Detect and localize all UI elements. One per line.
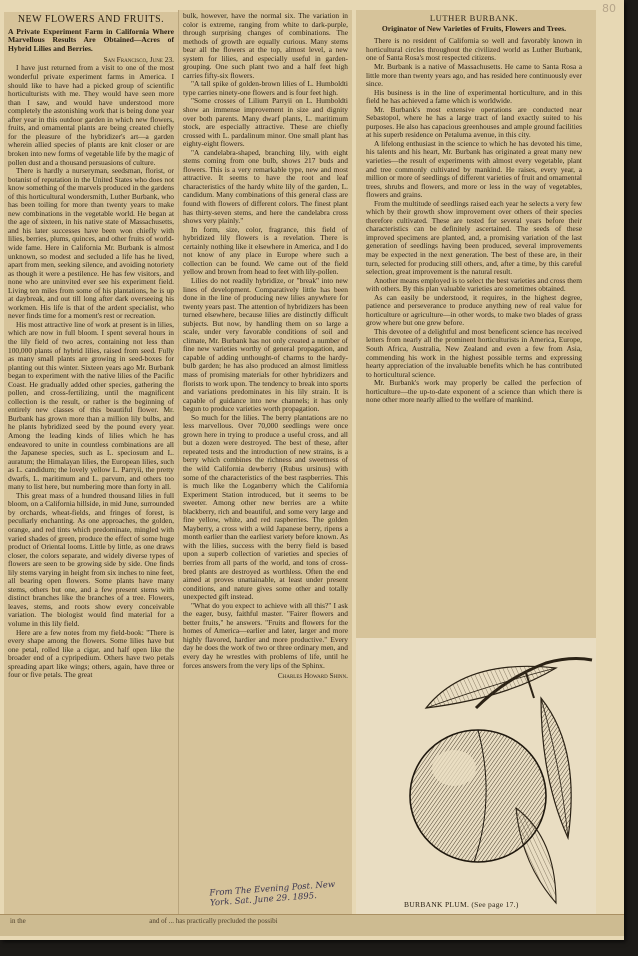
paragraph: There is no resident of California so well and favorably known in horticultural circles throughout the civilized world as Luther Burbank, one of Santa Rosa's most respected citizens. <box>366 36 582 63</box>
paragraph: This devotee of a delightful and most beneficent science has received letters from nearly all the prominent horticulturists in America, Europe, South Africa, Australia, New Zealand and even a few from Asia, commending his work in the highest possible terms and expressing hearty appreciation of the invaluable benefits which he has contributed to horticultural science. <box>366 326 582 379</box>
paragraph: As can easily be understood, it requires, in the highest degree, patience and perseverance to produce anything new of real value for horticulture or agriculture—in other words, to make two blades of grass grow where but one grew before. <box>366 292 582 328</box>
burbank-plum-illustration <box>356 638 596 916</box>
clipping-new-flowers-and-fruits <box>4 12 178 932</box>
strip-left-text: in the <box>10 917 26 925</box>
paragraph: "A candelabra-shaped, branching lily, with eight stems coming from one bulb, shows 217 buds and flowers. This is a very remarkable type, new and most attractive. It seems to have the root and leaf characteristics of the hardy white lily of the garden, L. candidum. Many combinations of this general class are found with flowers of different colors. The finest plant has thirty-seven stems, and here the candelabra cross shows very plainly." <box>183 147 348 226</box>
clipping-continuation <box>178 10 352 932</box>
paragraph: I have just returned from a visit to one of the most wonderful private experiment farms in America. I should like to have had a picked group of scientific horticulturists with me. They would have seen more than I saw, and would have understood more completely the astonishing work that is being done year after year in this outdoor garden in which new flowers, fruits, and ornamental plants are being created chiefly for the pleasure of the hybridizer's art—a garden wherein allied species of plants are knit closer or are broken into new forms of vegetable life by the magic of pollen dust and a thousand persuasions of culture. <box>8 63 174 167</box>
paragraph: Mr. Burbank's work may properly be called the perfection of horticulture—the up-to-date exponent of a science than which there is none other more nearly allied to the welfare of mankind. <box>366 378 582 405</box>
paragraph: This great mass of a hundred thousand lilies in full bloom, on a California hillside, in mid June, surrounded by orchards, wheat-fields, and fringes of forest, is peculiarly enchanting. As one approaches, the golden, orange, and red tints which predominate, mingled with varied shades of green, produce the effect of some huge product of Oriental looms. Little by little, as one draws closer, the colors separate, and widely diverse types of flowers are seen to be growing side by side. One finds lily stems varying in height from six inches to nine feet, all bearing open flowers. Some plants have many stems, others but one, and a few present stems with distinct branches like the branches of a tree. Flowers, leaves, stems, and roots show every conceivable variation. The biologist would find material for a volume in this lily field. <box>8 490 174 629</box>
paragraph: From the multitude of seedlings raised each year he selects a very few which by their growth show improvement over others of their species therefore cultivated. These are tested for several years before their characteristics can be definitely ascertained. The seeds of these improved specimens are planted, and, a promising variation of the last generation of seedlings having been produced, several improvements may be expected in the next generation. The best of these are, in their turn, selected for producing still others, and, after a time, by this careful selection, great improvement is the natural result. <box>366 198 582 277</box>
bottom-clipping-strip <box>0 914 624 936</box>
page-number: 80 <box>602 2 616 15</box>
article-deck: A Private Experiment Farm in California Where Marvellous Results Are Obtained—Acres of Hybrid Lilies and Berries. <box>8 26 174 54</box>
headline: NEW FLOWERS AND FRUITS. <box>17 14 165 25</box>
paragraph: "Some crosses of Lilium Parryii on L. Humboldti show an immense improvement in size and dignity over both parents. Many dwarf plants, L. maritimum stock, are especially attractive. These are chiefly crossed with L. pardalinum minor. One small plant has eighty-eight flowers. <box>183 96 348 149</box>
article-deck: Originator of New Varieties of Fruits, Flowers and Trees. <box>381 23 567 33</box>
plum-engraving-icon <box>356 638 596 916</box>
paragraph: There is hardly a nurseryman, seedsman, florist, or botanist of reputation in the United States who does not know something of the marvels produced in the gardens of this horticultural wondersmith, Luther Burbank, who has been toiling for more than twenty years to make new combinations in the vegetable world. He began at the age of sixteen, in his native state of Massachusetts, and his later successes have been won chiefly with lilies, berries, plums, quinces, and other fruits of world-wide fame. Here in California Mr. Burbank is almost unknown, so modest and secluded a life has he lived, apart from men, seeking silence, and avoiding notoriety as though it were a pestilence. He has few visitors, and none who are uninvited ever see his experiment field. Living ten miles from some of his plantations, he is up at daybreak, and out till long after dark overseeing his workmen. His life is that of the ardent specialist, who never finds time for a moment's rest or recreation. <box>8 166 174 321</box>
handwritten-source-note: From The Evening Post. New York. Sat. June 29. 1895. <box>209 879 336 909</box>
paragraph: bulk, however, have the normal six. The variation in color is extreme, ranging from white to dark-purple, through surprising changes of combinations. The methods of growth are equally curious. Many stems bear all the flowers at the top, almost level, a new system for lilies, and especially useful in garden-grouping. One such plant two and a half feet high carries fifty-six flowers. <box>183 11 348 80</box>
dateline: San Francisco, June 23. <box>103 54 174 64</box>
headline: LUTHER BURBANK. <box>429 13 519 23</box>
paragraph: Here are a few notes from my field-book: "There is every shape among the flowers. Some lilies have but one petal, rolled like a cigar, and half open like the broader end of a cypripedium. Others have two petals spreading apart like wings; others, again, have three or four or five petals. The great <box>8 627 174 680</box>
paragraph: His most attractive line of work at present is in lilies, which are now in full bloom. I spent several hours in the lily field of two acres, containing not less than 100,000 plants of hybrid lilies, raised from seed. Fully as many small plants are growing in seed-boxes for planting out this winter. Sixteen years ago Mr. Burbank began to experiment with the native lilies of the Pacific Coast. He gradually added other species, gathering the pollen, and cross-fertilizing, until the magnificent collection is the result, or rather is the beginning of entirely new classes of this beautiful flower. Mr. Burbank has grown more than a million lily bulbs, and he plants hybridized seed by the pound every year. Among the leading kinds of lilies which he has endeavored to unite in countless combinations are all the Japanese species, such as L. speciosum and L. auratum; the Himalayan lilies, the European lilies, such as L. candidum; the lovely yellow L. Parryii, the pretty dwarfs, L. maritimum and L. parvum, and others too many to list here, but numbering more than forty in all. <box>8 319 174 492</box>
paragraph: His business is in the line of experimental horticulture, and in this field he has achieved a fame which is worldwide. <box>366 87 582 106</box>
paragraph: "A tall spike of golden-brown lilies of L. Humboldti type carries ninety-one flowers and is four feet high. <box>183 79 348 97</box>
author-signature: Charles Howard Shinn. <box>277 671 348 681</box>
paragraph: Lilies do not readily hybridize, or "break" into new lines of development. Comparatively little has been done in the line of producing new lilies anywhere for twenty years past. The attention of hybridizers has been turned elsewhere, because lilies are distinctly difficult subjects. But now, by handling them on so large a scale, under very favorable conditions of soil and climate, Mr. Burbank has not only created a number of fine new varieties worthy of general propagation, and capable of adding unthought-of charms to the hardy-bulb garden; he has also produced an almost limitless mass of promising materials for other hybridizers and florists to work upon. The tendency to break into sports and variations predominates in his lily strain. It is capable of guidance into new channels; it has only begun to produce varieties worth propagation. <box>183 275 348 414</box>
paragraph: So much for the lilies. The berry plantations are no less marvellous. Over 70,000 seedlings were once grown here in trying to produce a useful cross, and all but a dozen were destroyed. The best of these, after repeated tests and the introduction of new strains, is a berry which combines the richness and sweetness of the wild California dewberry (Rubus ursinus) with some of the characteristics of the best raspberries. This is much like the Loganberry which the California Experiment Station introduced, but it seems to be sweeter. Among other new berries are a white blackberry, rich and beautiful, and some very large and fine yellow, white, and red raspberries. The golden Mayberry, a cross with a wild Japanese berry, ripens a month earlier than the earliest variety before known. As with the lilies, success with the berry field is based upon a superb collection of varieties and species of berries from all parts of the world, and tons of cross-bred plants are destroyed as worthless. Often the end aimed at proves unattainable, at least under present conditions, and nature gives some other and totally unexpected gift instead. <box>183 412 348 602</box>
clipping-luther-burbank <box>356 10 596 638</box>
illustration-caption: BURBANK PLUM. (See page 17.) <box>404 900 519 909</box>
paragraph: Mr. Burbank's most extensive operations are conducted near Sebastopol, where he has a large tract of land exactly suited to his purposes. He also has capacious greenhouses and ample ground facilities at his superb residence on Petaluma avenue, in this city. <box>366 104 582 140</box>
paragraph: A lifelong enthusiast in the science to which he has devoted his time, his talents and his heart, Mr. Burbank has originated a great many new varieties—the result of experiments with almost every vegetable, plant and tree commonly cultivated by mankind. He raises, every year, a million or more of seedlings of different varieties of fruit and ornamental trees, shrubs and flowers, and more or less in the way of vegetables, flowers and grains. <box>366 138 582 200</box>
paragraph: In form, size, color, fragrance, this field of hybridized lily flowers is a revelation. There is certainly nothing like it elsewhere in America, and I do not know of any place in Europe where such a collection can be found. We came out of the field yellow and brown from head to feet with lily-pollen. <box>183 224 348 277</box>
paragraph: "What do you expect to achieve with all this?" I ask the eager, busy, faithful master. "Fairer flowers and better fruits," he answers. "Fruits and flowers for the homes of America—earlier and later, larger and more highly flavored, hardier and more productive." Every day he does the work of two or three ordinary men, and every day he wrestles with problems of life, until he forces answers from the very lips of the Sphinx. <box>183 600 348 670</box>
paragraph: Mr. Burbank is a native of Massachusetts. He came to Santa Rosa a little more than twenty years ago, and has resided here continuously ever since. <box>366 61 582 89</box>
strip-right-text: and of ... has practically precluded the possibi <box>149 917 278 925</box>
paragraph: Another means employed is to select the best varieties and cross them with others. By this plan valuable varieties are sometimes obtained. <box>366 275 582 294</box>
